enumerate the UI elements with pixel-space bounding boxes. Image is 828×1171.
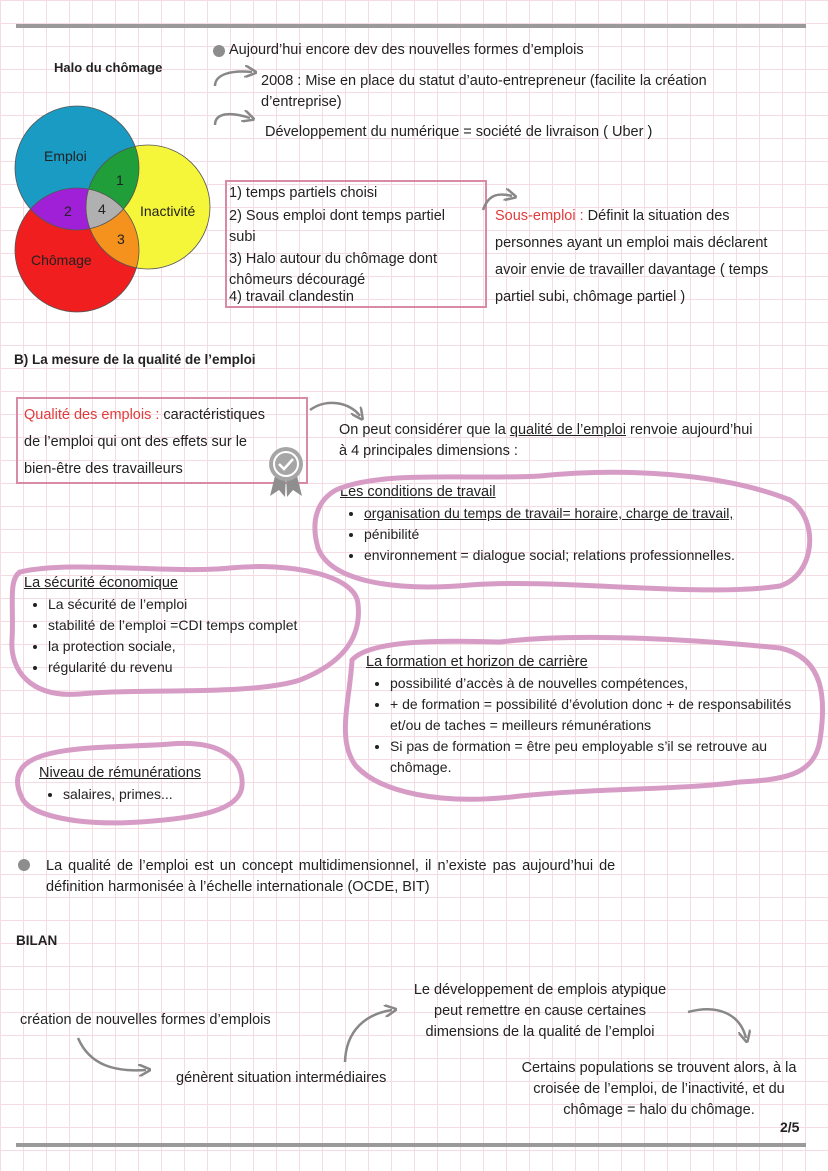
bilan-title: BILAN [16, 933, 58, 948]
venn-diagram [0, 0, 220, 320]
venn-label-emploi: Emploi [44, 148, 87, 164]
bilan-creation: création de nouvelles formes d’emplois [20, 1012, 271, 1028]
qualite-def-line-3: bien-être des travailleurs [24, 461, 183, 477]
formation-title: La formation et horizon de carrière [366, 654, 588, 670]
section-b-title: B) La mesure de la qualité de l’emploi [14, 352, 256, 367]
intro-line-1: Aujourd’hui encore dev des nouvelles formes d’emplois [229, 42, 584, 58]
formation-item: • Si pas de formation = être peu employable s’il se retrouve au chômage. [390, 736, 822, 778]
halo-item-2a: 2) Sous emploi dont temps partiel [229, 208, 445, 224]
bilan-pop-1: Certains populations se trouvent alors, à la [521, 1060, 797, 1076]
dimensions-intro-p1: On peut considérer que la [339, 422, 510, 438]
bilan-pop-3: chômage = halo du chômage. [563, 1102, 755, 1118]
intro-line-3: Développement du numérique = société de livraison ( Uber ) [265, 124, 653, 140]
halo-item-1: 1) temps partiels choisi [229, 185, 378, 201]
dimensions-intro-line-2: à 4 principales dimensions : [339, 443, 518, 459]
bilan-generent: génèrent situation intermédiaires [176, 1070, 387, 1086]
sous-emploi-line-3: avoir envie de travailler davantage ( temps [495, 262, 769, 278]
qualite-term: Qualité des emplois : [24, 407, 160, 423]
sous-emploi-def-1: Définit la situation des [583, 208, 730, 224]
formation-block [366, 652, 822, 778]
securite-item: • la protection sociale, [48, 636, 359, 657]
bilan-dev-1: Le développement de emplois atypique [413, 982, 667, 998]
bullet-dot [18, 859, 30, 871]
arrow-icon [215, 72, 252, 86]
sous-emploi-line-4: partiel subi, chômage partiel ) [495, 289, 686, 305]
sous-emploi-line-1 [495, 203, 730, 230]
remuneration-title: Niveau de rémunérations [39, 765, 202, 781]
intro-line-2a: 2008 : Mise en place du statut d’auto-entrepreneur (facilite la création [261, 73, 707, 89]
remuneration-block [39, 763, 239, 805]
bullet-dot [213, 45, 225, 57]
qualite-def-line-1 [24, 402, 265, 429]
formation-item: • possibilité d’accès à de nouvelles compétences, [390, 673, 822, 694]
venn-num-1: 1 [116, 172, 124, 188]
concept-line-1: La qualité de l’emploi est un concept multidimensionnel, il n’existe pas aujourd’hui de [46, 858, 616, 874]
certificate-badge-icon [266, 444, 306, 498]
bottom-rule [16, 1143, 806, 1147]
conditions-title: Les conditions de travail [340, 484, 496, 500]
venn-num-4: 4 [98, 201, 106, 217]
halo-item-4: 4) travail clandestin [229, 289, 354, 305]
conditions-item: • environnement = dialogue social; relations professionnelles. [364, 545, 820, 566]
dimensions-intro-p1b: renvoie aujourd’hui [625, 422, 753, 438]
formation-item: • + de formation = possibilité d’évolution donc + de responsabilités et/ou de taches = meilleurs rémunérations [390, 694, 822, 736]
conditions-item: • pénibilité [364, 524, 820, 545]
venn-label-inactivite: Inactivité [140, 203, 196, 219]
securite-item: • régularité du revenu [48, 657, 359, 678]
securite-item: • La sécurité de l’emploi [48, 594, 359, 615]
dimensions-intro-line-1 [339, 420, 753, 441]
arrow-icon [215, 114, 250, 125]
conditions-block [340, 482, 820, 566]
sous-emploi-term: Sous-emploi : [495, 208, 584, 224]
securite-item: • stabilité de l’emploi =CDI temps complet [48, 615, 359, 636]
halo-item-3b: chômeurs découragé [229, 272, 366, 288]
qualite-def-1: caractéristiques [159, 407, 265, 423]
remuneration-item: • salaires, primes... [63, 784, 239, 805]
dimensions-intro-underlined: qualité de l’emploi [509, 422, 626, 438]
arrow-icon [310, 403, 360, 416]
bilan-dev-2: peut remettre en cause certaines [434, 1003, 646, 1019]
halo-item-3a: 3) Halo autour du chômage dont [229, 251, 437, 267]
bilan-dev-3: dimensions de la qualité de l’emploi [425, 1024, 655, 1040]
securite-title: La sécurité économique [24, 575, 178, 591]
intro-line-2b: d’entreprise) [261, 94, 342, 110]
venn-num-3: 3 [117, 231, 125, 247]
conditions-item: • organisation du temps de travail= horaire, charge de travail, [364, 503, 820, 524]
securite-block [24, 573, 359, 678]
venn-num-2: 2 [64, 203, 72, 219]
page-number: 2/5 [780, 1119, 800, 1135]
venn-title: Halo du chômage [54, 60, 163, 75]
venn-label-chomage: Chômage [31, 252, 92, 268]
qualite-def-line-2: de l’emploi qui ont des effets sur le [24, 434, 248, 450]
bilan-pop-2: croisée de l’emploi, de l’inactivité, et du [533, 1081, 785, 1097]
concept-line-2: définition harmonisée à l’échelle internationale (OCDE, BIT) [46, 879, 430, 895]
halo-item-2b: subi [229, 229, 256, 245]
sous-emploi-line-2: personnes ayant un emploi mais déclarent [495, 235, 768, 251]
arrow-icon [78, 1038, 146, 1070]
